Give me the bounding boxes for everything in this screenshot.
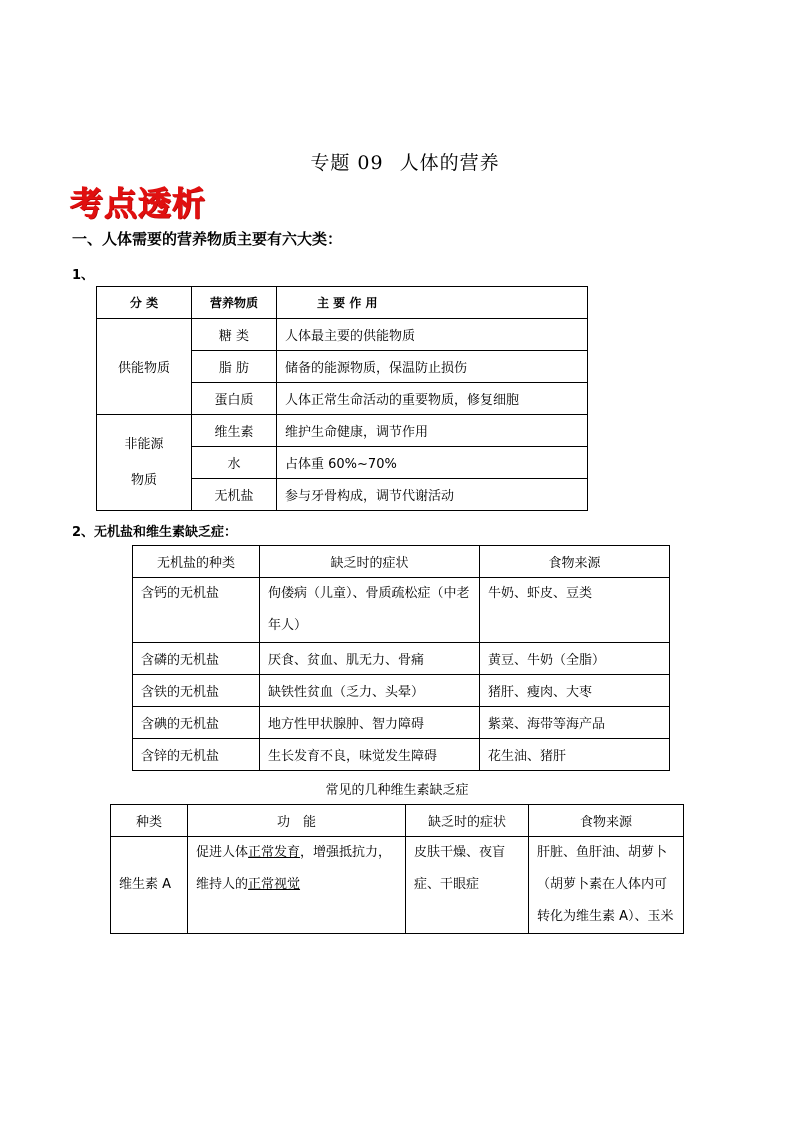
- key-points-banner: 考点透析: [70, 184, 206, 223]
- nutrient-role: 人体最主要的供能物质: [277, 319, 588, 351]
- mineral-kind: 含锌的无机盐: [133, 739, 260, 771]
- nutrient-role: 维护生命健康，调节作用: [277, 415, 588, 447]
- nutrient-name: 维生素: [192, 415, 277, 447]
- mineral-source: 花生油、猪肝: [480, 739, 670, 771]
- nutrient-role: 人体正常生命活动的重要物质，修复细胞: [277, 383, 588, 415]
- mineral-kind: 含磷的无机盐: [133, 643, 260, 675]
- table-row: [97, 319, 588, 351]
- vitamins-table: [110, 804, 684, 934]
- table-row: [97, 415, 588, 447]
- mineral-source: 猪肝、瘦肉、大枣: [480, 675, 670, 707]
- nutrients-table: [96, 286, 588, 511]
- column-header: 无机盐的种类: [133, 546, 260, 578]
- column-header: 食物来源: [480, 546, 670, 578]
- group-label: [97, 415, 192, 511]
- mineral-source: 牛奶、虾皮、豆类: [480, 578, 670, 643]
- vitamins-table-caption: 常见的几种维生素缺乏症: [325, 783, 469, 798]
- table-row: [133, 739, 670, 771]
- group-label-line: 物质: [130, 472, 157, 488]
- title-prefix: 专题 09: [310, 152, 384, 174]
- vitamin-symptom: 皮肤干燥、夜盲症、干眼症: [406, 837, 529, 934]
- table-row: [111, 837, 684, 934]
- nutrient-name: 糖 类: [192, 319, 277, 351]
- vitamin-kind: 维生素 A: [111, 837, 188, 934]
- nutrient-role: 参与牙骨构成，调节代谢活动: [277, 479, 588, 511]
- mineral-kind: 含铁的无机盐: [133, 675, 260, 707]
- column-header: 种类: [111, 805, 188, 837]
- group-label-line: 非能源: [124, 436, 164, 452]
- table-row: [133, 643, 670, 675]
- vitamin-source: 肝脏、鱼肝油、胡萝卜（胡萝卜素在人体内可转化为维生素 A）、玉米: [529, 837, 684, 934]
- section1-heading: 一、人体需要的营养物质主要有六大类：: [72, 230, 343, 248]
- function-text: ，增强抵抗力，维持人的: [196, 845, 392, 892]
- column-header: 分 类: [97, 287, 192, 319]
- column-header: 缺乏时的症状: [260, 546, 480, 578]
- nutrient-name: 水: [192, 447, 277, 479]
- mineral-symptom: 佝偻病（儿童）、骨质疏松症（中老年人）: [260, 578, 480, 643]
- function-underlined: 正常发育: [248, 845, 301, 860]
- minerals-table: [132, 545, 670, 771]
- nutrient-role: 占体重 60%~70%: [277, 447, 588, 479]
- column-header: 营养物质: [192, 287, 277, 319]
- mineral-source: 紫菜、海带等海产品: [480, 707, 670, 739]
- table-row: [133, 707, 670, 739]
- column-header: 食物来源: [529, 805, 684, 837]
- nutrient-name: 蛋白质: [192, 383, 277, 415]
- table-header-row: [97, 287, 588, 319]
- function-underlined: 正常视觉: [248, 877, 301, 892]
- nutrient-role: 储备的能源物质，保温防止损伤: [277, 351, 588, 383]
- column-header: 主 要 作 用: [277, 287, 588, 319]
- mineral-source: 黄豆、牛奶（全脂）: [480, 643, 670, 675]
- column-header: 功 能: [188, 805, 406, 837]
- mineral-kind: 含碘的无机盐: [133, 707, 260, 739]
- vitamin-function: [188, 837, 406, 934]
- table-header-row: [111, 805, 684, 837]
- table-row: [133, 578, 670, 643]
- mineral-symptom: 生长发育不良，味觉发生障碍: [260, 739, 480, 771]
- nutrient-name: 脂 肪: [192, 351, 277, 383]
- group-label: 供能物质: [97, 319, 192, 415]
- mineral-symptom: 厌食、贫血、肌无力、骨痛: [260, 643, 480, 675]
- section2-heading: 2、无机盐和维生素缺乏症：: [72, 525, 238, 540]
- nutrient-name: 无机盐: [192, 479, 277, 511]
- table-row: [133, 675, 670, 707]
- section1-sub: 1、: [72, 268, 95, 283]
- column-header: 缺乏时的症状: [406, 805, 529, 837]
- mineral-kind: 含钙的无机盐: [133, 578, 260, 643]
- title-main: 人体的营养: [399, 152, 500, 174]
- page-title: [0, 148, 794, 175]
- mineral-symptom: 地方性甲状腺肿、智力障碍: [260, 707, 480, 739]
- mineral-symptom: 缺铁性贫血（乏力、头晕）: [260, 675, 480, 707]
- function-text: 促进人体: [196, 845, 249, 860]
- table-header-row: [133, 546, 670, 578]
